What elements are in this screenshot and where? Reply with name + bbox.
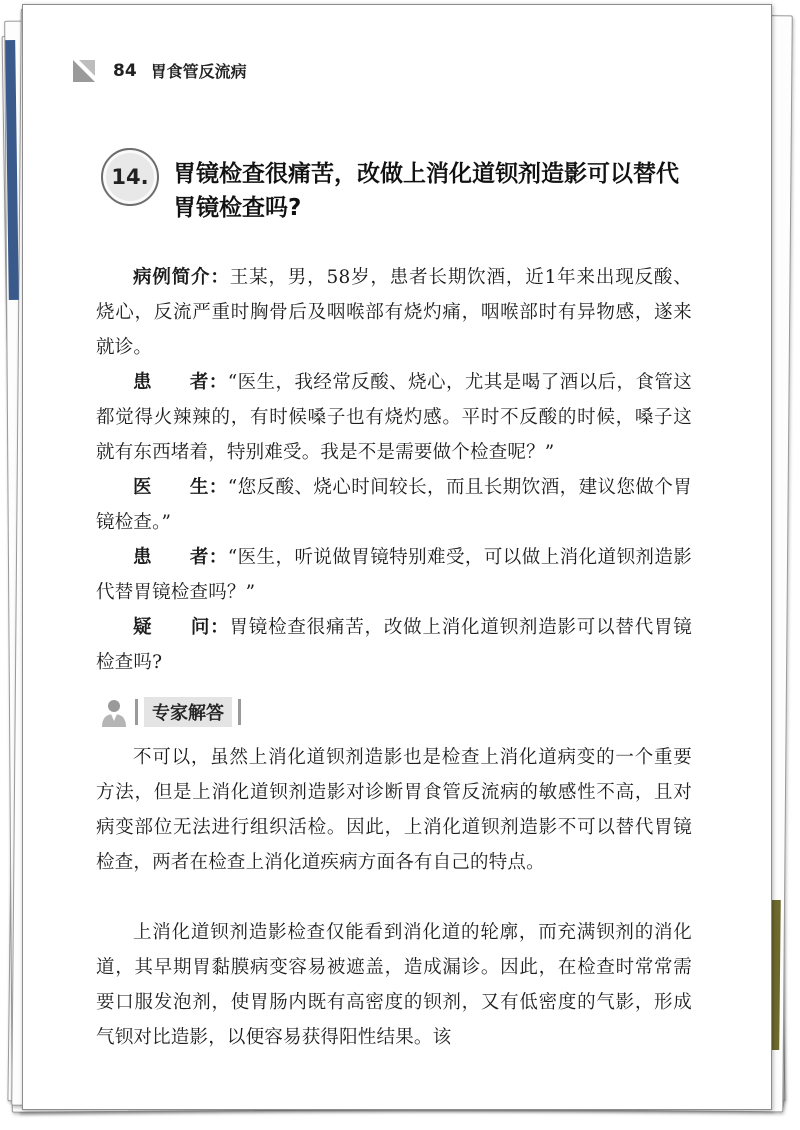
speaker-label: 疑 问： xyxy=(133,617,230,638)
case-intro xyxy=(96,260,692,365)
speaker-label: 患 者： xyxy=(133,372,228,393)
divider-bar xyxy=(135,699,138,725)
case-intro-text: 王某，男，58岁，患者长期饮酒，近1年来出现反酸、烧心，反流严重时胸骨后及咽喉部有烧灼痛，咽喉部时有异物感，遂来就诊。 xyxy=(96,267,692,358)
book-page xyxy=(22,4,772,1110)
question-title: 胃镜检查很痛苦，改做上消化道钡剂造影可以替代胃镜检查吗? xyxy=(173,161,679,221)
divider-bar xyxy=(238,699,241,725)
speaker-label: 患 者： xyxy=(133,547,228,568)
case-intro-label: 病例简介： xyxy=(133,267,230,288)
answer-paragraph: 不可以，虽然上消化道钡剂造影也是检查上消化道病变的一个重要方法，但是上消化道钡剂造影对诊断胃食管反流病的敏感性不高，且对病变部位无法进行组织活检。因此，上消化道钡剂造影不可以替代胃镜检查，两者在检查上消化道疾病方面各有自己的特点。 xyxy=(96,747,692,873)
dialogue-text: “医生，我经常反酸、烧心，尤其是喝了酒以后，食管这都觉得火辣辣的，有时候嗓子也有烧灼感。平时不反酸的时候，嗓子这就有东西堵着，特别难受。我是不是需要做个检查呢？” xyxy=(96,372,692,463)
dialogue-line xyxy=(96,470,692,540)
dialogue-line xyxy=(96,540,692,610)
question-number-badge: 14. xyxy=(101,148,159,206)
dialogue-line xyxy=(96,610,692,680)
dialogue-text: 胃镜检查很痛苦，改做上消化道钡剂造影可以替代胃镜检查吗? xyxy=(96,617,692,673)
running-header xyxy=(73,59,247,82)
dialogue-text: “医生，听说做胃镜特别难受，可以做上消化道钡剂造影代替胃镜检查吗？” xyxy=(96,547,692,603)
dialogue-text: “您反酸、烧心时间较长，而且长期饮酒，建议您做个胃镜检查。” xyxy=(96,477,692,533)
running-title: 胃食管反流病 xyxy=(150,62,247,81)
answer-paragraph: 上消化道钡剂造影检查仅能看到消化道的轮廓，而充满钡剂的消化道，其早期胃黏膜病变容易被遮盖，造成漏诊。因此，在检查时常常需要口服发泡剂，使胃肠内既有高密度的钡剂，又有低密度的气影，形成气钡对比造影，以便容易获得阳性结果。该 xyxy=(96,922,692,1048)
page-number: 84 xyxy=(113,60,137,81)
doctor-icon xyxy=(99,697,129,727)
expert-answer-label: 专家解答 xyxy=(144,697,232,727)
dialogue-line xyxy=(96,365,692,470)
expert-answer-heading xyxy=(99,697,241,727)
corner-mark-icon xyxy=(73,60,95,82)
speaker-label: 医 生： xyxy=(133,477,228,498)
